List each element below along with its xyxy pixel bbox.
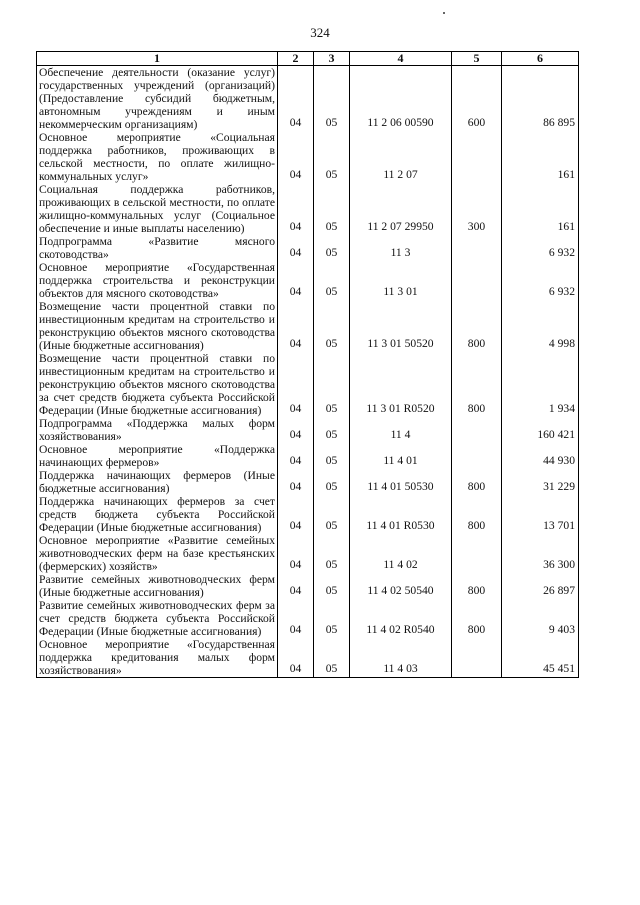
amount: 26 897 xyxy=(502,573,579,599)
amount: 31 229 xyxy=(502,469,579,495)
target-article-code: 11 3 01 xyxy=(350,261,452,300)
amount: 6 932 xyxy=(502,261,579,300)
section-code: 04 xyxy=(278,417,314,443)
expense-type-code xyxy=(452,131,502,183)
expense-type-code xyxy=(452,443,502,469)
column-header: 2 xyxy=(278,52,314,66)
expense-type-code: 800 xyxy=(452,599,502,638)
expense-type-code xyxy=(452,534,502,573)
subsection-code: 05 xyxy=(314,495,350,534)
column-header: 5 xyxy=(452,52,502,66)
subsection-code: 05 xyxy=(314,352,350,417)
amount: 45 451 xyxy=(502,638,579,678)
table-row xyxy=(37,443,579,469)
table-row xyxy=(37,495,579,534)
expense-type-code: 300 xyxy=(452,183,502,235)
target-article-code: 11 4 03 xyxy=(350,638,452,678)
amount: 6 932 xyxy=(502,235,579,261)
row-description: Основное мероприятие «Развитие семейных животноводческих ферм на базе крестьянских (фермерских) хозяйств» xyxy=(37,534,278,573)
target-article-code: 11 4 02 R0540 xyxy=(350,599,452,638)
expense-type-code: 600 xyxy=(452,66,502,132)
section-code: 04 xyxy=(278,599,314,638)
amount: 36 300 xyxy=(502,534,579,573)
expense-type-code: 800 xyxy=(452,573,502,599)
section-code: 04 xyxy=(278,534,314,573)
row-description: Подпрограмма «Поддержка малых форм хозяйствования» xyxy=(37,417,278,443)
row-description: Основное мероприятие «Государственная поддержка строительства и реконструкции объектов для мясного скотоводства» xyxy=(37,261,278,300)
target-article-code: 11 3 01 R0520 xyxy=(350,352,452,417)
amount: 86 895 xyxy=(502,66,579,132)
row-description: Поддержка начинающих фермеров (Иные бюджетные ассигнования) xyxy=(37,469,278,495)
amount: 4 998 xyxy=(502,300,579,352)
row-description: Возмещение части процентной ставки по инвестиционным кредитам на строительство и реконструкцию объектов мясного скотоводства за счет средств бюджета субъекта Российской Федерации (Иные бюджетные ассигнования) xyxy=(37,352,278,417)
column-header: 6 xyxy=(502,52,579,66)
table-row xyxy=(37,352,579,417)
column-header: 1 xyxy=(37,52,278,66)
section-code: 04 xyxy=(278,235,314,261)
header-row xyxy=(37,52,579,66)
subsection-code: 05 xyxy=(314,66,350,132)
subsection-code: 05 xyxy=(314,235,350,261)
subsection-code: 05 xyxy=(314,599,350,638)
table-row xyxy=(37,183,579,235)
budget-table xyxy=(36,51,579,678)
target-article-code: 11 4 02 xyxy=(350,534,452,573)
scan-dot xyxy=(443,12,445,14)
subsection-code: 05 xyxy=(314,131,350,183)
target-article-code: 11 4 02 50540 xyxy=(350,573,452,599)
section-code: 04 xyxy=(278,638,314,678)
row-description: Обеспечение деятельности (оказание услуг) государственных учреждений (организаций) (Предоставление субсидий бюджетным, автономным учреждениям и иным некоммерческим организациям) xyxy=(37,66,278,132)
subsection-code: 05 xyxy=(314,417,350,443)
table-row xyxy=(37,417,579,443)
table-body xyxy=(37,66,579,678)
row-description: Возмещение части процентной ставки по инвестиционным кредитам на строительство и реконструкцию объектов мясного скотоводства (Иные бюджетные ассигнования) xyxy=(37,300,278,352)
expense-type-code: 800 xyxy=(452,300,502,352)
subsection-code: 05 xyxy=(314,443,350,469)
expense-type-code xyxy=(452,261,502,300)
subsection-code: 05 xyxy=(314,534,350,573)
section-code: 04 xyxy=(278,131,314,183)
table-row xyxy=(37,469,579,495)
subsection-code: 05 xyxy=(314,300,350,352)
row-description: Основное мероприятие «Государственная поддержка кредитования малых форм хозяйствования» xyxy=(37,638,278,678)
row-description: Подпрограмма «Развитие мясного скотоводства» xyxy=(37,235,278,261)
expense-type-code: 800 xyxy=(452,352,502,417)
page-number: 324 xyxy=(310,25,330,40)
expense-type-code xyxy=(452,235,502,261)
table-row xyxy=(37,638,579,678)
target-article-code: 11 2 07 xyxy=(350,131,452,183)
subsection-code: 05 xyxy=(314,261,350,300)
subsection-code: 05 xyxy=(314,469,350,495)
table-row xyxy=(37,573,579,599)
section-code: 04 xyxy=(278,261,314,300)
target-article-code: 11 3 01 50520 xyxy=(350,300,452,352)
column-header: 3 xyxy=(314,52,350,66)
amount: 161 xyxy=(502,183,579,235)
row-description: Развитие семейных животноводческих ферм за счет средств бюджета субъекта Российской Федерации (Иные бюджетные ассигнования) xyxy=(37,599,278,638)
amount: 13 701 xyxy=(502,495,579,534)
section-code: 04 xyxy=(278,352,314,417)
table-row xyxy=(37,599,579,638)
amount: 160 421 xyxy=(502,417,579,443)
row-description: Основное мероприятие «Поддержка начинающих фермеров» xyxy=(37,443,278,469)
section-code: 04 xyxy=(278,183,314,235)
target-article-code: 11 4 01 R0530 xyxy=(350,495,452,534)
target-article-code: 11 2 06 00590 xyxy=(350,66,452,132)
target-article-code: 11 3 xyxy=(350,235,452,261)
row-description: Поддержка начинающих фермеров за счет средств бюджета субъекта Российской Федерации (Иные бюджетные ассигнования) xyxy=(37,495,278,534)
column-header: 4 xyxy=(350,52,452,66)
section-code: 04 xyxy=(278,469,314,495)
subsection-code: 05 xyxy=(314,573,350,599)
table-row xyxy=(37,131,579,183)
amount: 161 xyxy=(502,131,579,183)
amount: 1 934 xyxy=(502,352,579,417)
amount: 9 403 xyxy=(502,599,579,638)
amount: 44 930 xyxy=(502,443,579,469)
row-description: Основное мероприятие «Социальная поддержка работников, проживающих в сельской местности, по оплате жилищно-коммунальных услуг» xyxy=(37,131,278,183)
table-row xyxy=(37,66,579,132)
expense-type-code xyxy=(452,417,502,443)
section-code: 04 xyxy=(278,495,314,534)
target-article-code: 11 4 01 50530 xyxy=(350,469,452,495)
table-row xyxy=(37,300,579,352)
table-row xyxy=(37,261,579,300)
row-description: Социальная поддержка работников, проживающих в сельской местности, по оплате жилищно-коммунальных услуг (Социальное обеспечение и иные выплаты населению) xyxy=(37,183,278,235)
row-description: Развитие семейных животноводческих ферм (Иные бюджетные ассигнования) xyxy=(37,573,278,599)
subsection-code: 05 xyxy=(314,638,350,678)
target-article-code: 11 4 xyxy=(350,417,452,443)
expense-type-code: 800 xyxy=(452,469,502,495)
section-code: 04 xyxy=(278,443,314,469)
table-row xyxy=(37,534,579,573)
section-code: 04 xyxy=(278,66,314,132)
expense-type-code: 800 xyxy=(452,495,502,534)
target-article-code: 11 2 07 29950 xyxy=(350,183,452,235)
section-code: 04 xyxy=(278,300,314,352)
target-article-code: 11 4 01 xyxy=(350,443,452,469)
table-row xyxy=(37,235,579,261)
expense-type-code xyxy=(452,638,502,678)
subsection-code: 05 xyxy=(314,183,350,235)
section-code: 04 xyxy=(278,573,314,599)
